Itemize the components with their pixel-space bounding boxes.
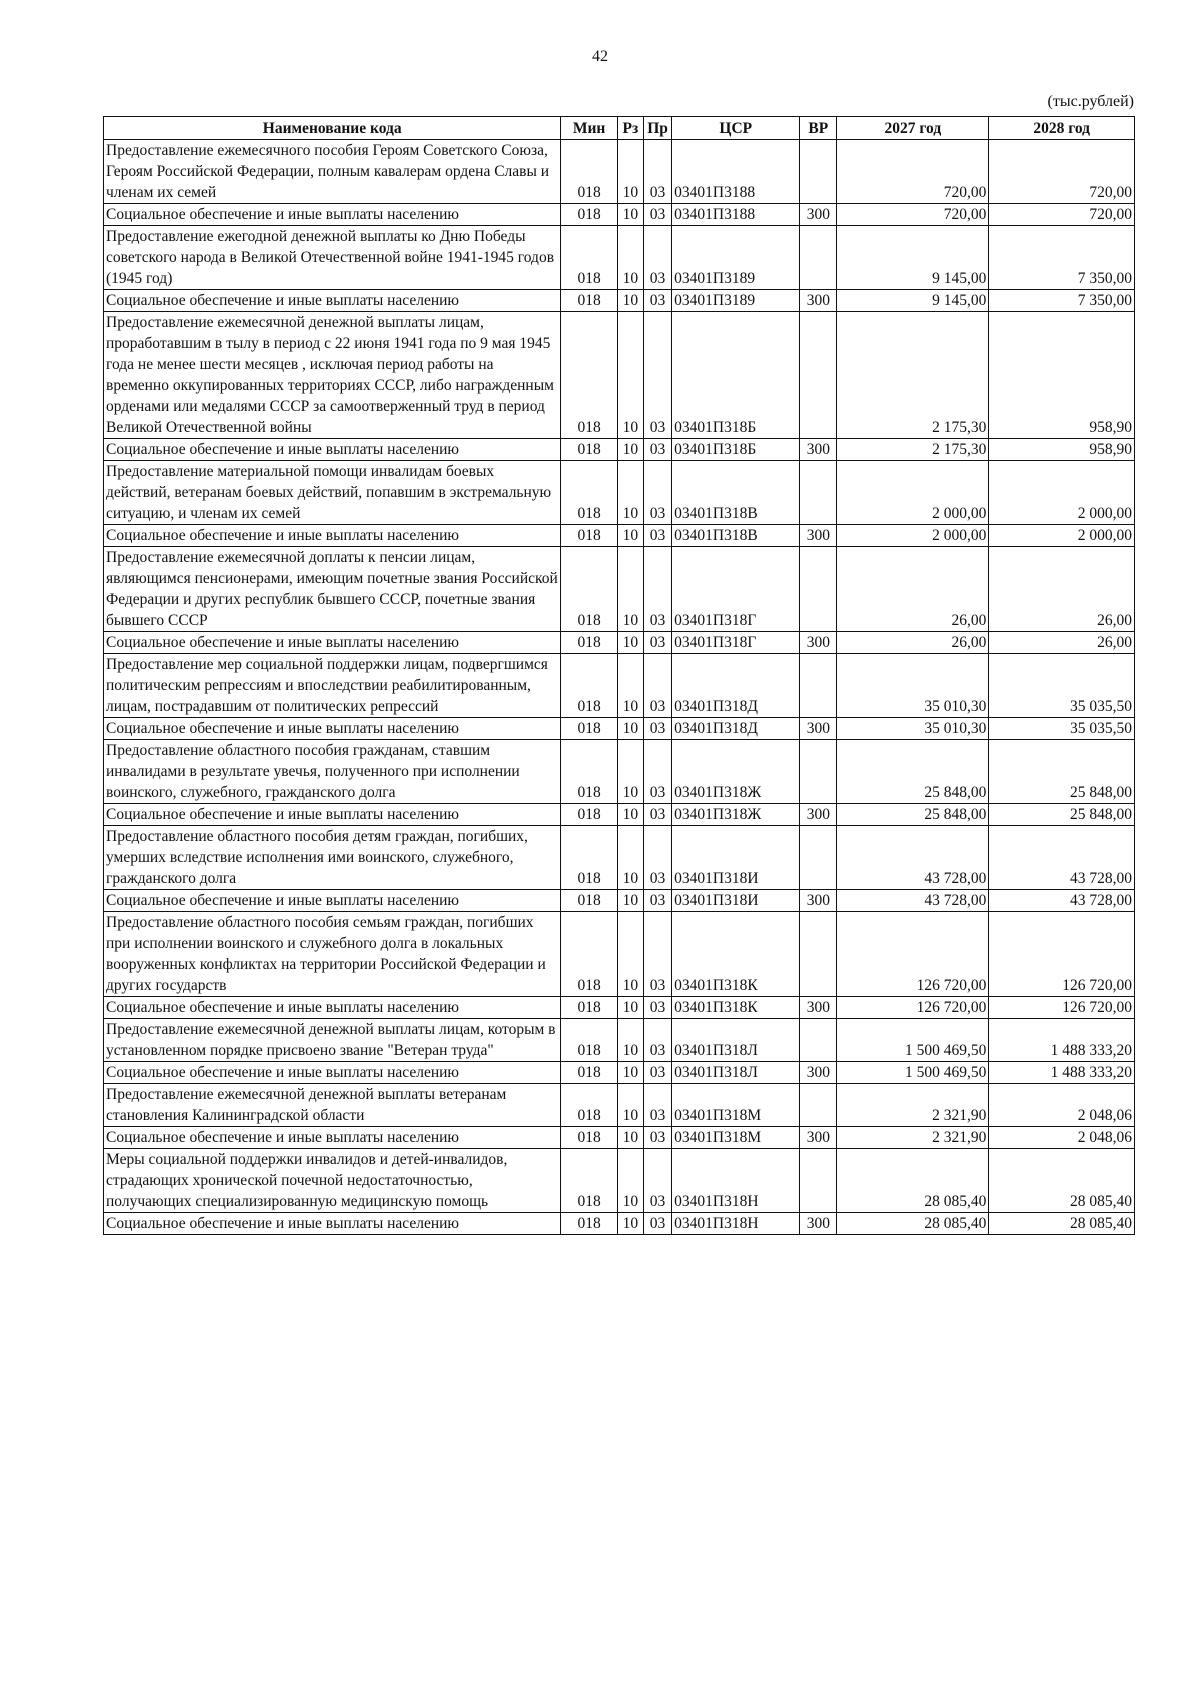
row-name: Социальное обеспечение и иные выплаты населению	[104, 290, 561, 312]
row-2027-value: 720,00	[837, 140, 989, 204]
row-pr: 03	[643, 890, 671, 912]
row-rz: 10	[617, 1213, 643, 1235]
row-2028-value: 35 035,50	[989, 718, 1135, 740]
table-row	[104, 1149, 1135, 1213]
row-rz: 10	[617, 740, 643, 804]
row-2028-value: 28 085,40	[989, 1149, 1135, 1213]
header-2027: 2027 год	[837, 117, 989, 140]
row-rz: 10	[617, 997, 643, 1019]
row-2028-value: 1 488 333,20	[989, 1019, 1135, 1062]
header-name: Наименование кода	[104, 117, 561, 140]
table-row	[104, 890, 1135, 912]
row-pr: 03	[643, 461, 671, 525]
row-name: Предоставление материальной помощи инвалидам боевых действий, ветеранам боевых действий, попавшим в экстремальную ситуацию, и членам их семей	[104, 461, 561, 525]
table-row	[104, 1127, 1135, 1149]
row-min: 018	[561, 140, 617, 204]
header-vr: ВР	[800, 117, 837, 140]
row-pr: 03	[643, 1084, 671, 1127]
row-csr: 03401П3188	[672, 140, 800, 204]
row-rz: 10	[617, 912, 643, 997]
row-csr: 03401П318Н	[672, 1213, 800, 1235]
table-row	[104, 204, 1135, 226]
row-min: 018	[561, 654, 617, 718]
units-label: (тыс.рублей)	[1047, 93, 1134, 110]
row-rz: 10	[617, 439, 643, 461]
row-pr: 03	[643, 140, 671, 204]
row-name: Социальное обеспечение и иные выплаты населению	[104, 439, 561, 461]
row-rz: 10	[617, 547, 643, 632]
row-2027-value: 720,00	[837, 204, 989, 226]
row-2028-value: 43 728,00	[989, 890, 1135, 912]
row-min: 018	[561, 1019, 617, 1062]
row-name: Социальное обеспечение и иные выплаты населению	[104, 1213, 561, 1235]
row-min: 018	[561, 1084, 617, 1127]
row-rz: 10	[617, 1019, 643, 1062]
row-2027-value: 9 145,00	[837, 290, 989, 312]
row-vr: 300	[800, 1213, 837, 1235]
row-2027-value: 2 321,90	[837, 1127, 989, 1149]
row-name: Предоставление ежемесячной доплаты к пенсии лицам, являющимся пенсионерами, имеющим почетные звания Российской Федерации и других республик бывшего СССР, почетные звания бывшего СССР	[104, 547, 561, 632]
row-pr: 03	[643, 1062, 671, 1084]
row-2027-value: 2 321,90	[837, 1084, 989, 1127]
table-row	[104, 826, 1135, 890]
row-name: Предоставление областного пособия детям граждан, погибших, умерших вследствие исполнения ими воинского, служебного, гражданского долга	[104, 826, 561, 890]
row-name: Социальное обеспечение и иные выплаты населению	[104, 632, 561, 654]
row-rz: 10	[617, 525, 643, 547]
row-vr	[800, 912, 837, 997]
row-2027-value: 28 085,40	[837, 1149, 989, 1213]
row-min: 018	[561, 912, 617, 997]
row-2027-value: 2 000,00	[837, 525, 989, 547]
row-pr: 03	[643, 204, 671, 226]
row-rz: 10	[617, 1127, 643, 1149]
row-2027-value: 2 000,00	[837, 461, 989, 525]
table-row	[104, 1019, 1135, 1062]
row-csr: 03401П3188	[672, 204, 800, 226]
row-min: 018	[561, 547, 617, 632]
row-2027-value: 1 500 469,50	[837, 1019, 989, 1062]
row-pr: 03	[643, 547, 671, 632]
row-vr	[800, 547, 837, 632]
row-csr: 03401П318Ж	[672, 804, 800, 826]
row-min: 018	[561, 312, 617, 439]
row-name: Социальное обеспечение и иные выплаты населению	[104, 890, 561, 912]
row-min: 018	[561, 226, 617, 290]
row-2027-value: 26,00	[837, 632, 989, 654]
row-vr	[800, 1149, 837, 1213]
row-2028-value: 35 035,50	[989, 654, 1135, 718]
row-name: Предоставление мер социальной поддержки лицам, подвергшимся политическим репрессиям и впоследствии реабилитированным, лицам, пострадавшим от политических репрессий	[104, 654, 561, 718]
row-2028-value: 28 085,40	[989, 1213, 1135, 1235]
row-min: 018	[561, 290, 617, 312]
row-csr: 03401П318Г	[672, 632, 800, 654]
row-min: 018	[561, 525, 617, 547]
table-row	[104, 718, 1135, 740]
row-rz: 10	[617, 890, 643, 912]
row-2027-value: 43 728,00	[837, 890, 989, 912]
row-2027-value: 126 720,00	[837, 912, 989, 997]
row-rz: 10	[617, 312, 643, 439]
row-name: Социальное обеспечение и иные выплаты населению	[104, 718, 561, 740]
row-vr: 300	[800, 290, 837, 312]
header-csr: ЦСР	[672, 117, 800, 140]
row-name: Социальное обеспечение и иные выплаты населению	[104, 997, 561, 1019]
row-vr: 300	[800, 525, 837, 547]
row-csr: 03401П3189	[672, 290, 800, 312]
row-vr: 300	[800, 997, 837, 1019]
row-pr: 03	[643, 1019, 671, 1062]
row-pr: 03	[643, 997, 671, 1019]
row-name: Социальное обеспечение и иные выплаты населению	[104, 204, 561, 226]
row-csr: 03401П318Д	[672, 654, 800, 718]
header-rz: Рз	[617, 117, 643, 140]
row-vr: 300	[800, 439, 837, 461]
row-2028-value: 2 000,00	[989, 461, 1135, 525]
row-min: 018	[561, 439, 617, 461]
row-2028-value: 2 000,00	[989, 525, 1135, 547]
row-rz: 10	[617, 718, 643, 740]
row-name: Социальное обеспечение и иные выплаты населению	[104, 1127, 561, 1149]
row-name: Предоставление ежемесячной денежной выплаты лицам, которым в установленном порядке присвоено звание "Ветеран труда"	[104, 1019, 561, 1062]
row-2028-value: 720,00	[989, 140, 1135, 204]
row-vr	[800, 226, 837, 290]
row-name: Социальное обеспечение и иные выплаты населению	[104, 804, 561, 826]
row-min: 018	[561, 632, 617, 654]
row-name: Меры социальной поддержки инвалидов и детей-инвалидов, страдающих хронической почечной недостаточностью, получающих специализированную медицинскую помощь	[104, 1149, 561, 1213]
row-pr: 03	[643, 804, 671, 826]
row-rz: 10	[617, 204, 643, 226]
table-row	[104, 1084, 1135, 1127]
table-row	[104, 1062, 1135, 1084]
row-csr: 03401П318М	[672, 1127, 800, 1149]
row-vr	[800, 826, 837, 890]
row-2028-value: 2 048,06	[989, 1127, 1135, 1149]
row-min: 018	[561, 826, 617, 890]
row-rz: 10	[617, 632, 643, 654]
row-rz: 10	[617, 804, 643, 826]
table-header-row	[104, 117, 1135, 140]
row-2028-value: 43 728,00	[989, 826, 1135, 890]
row-name: Предоставление областного пособия гражданам, ставшим инвалидами в результате увечья, полученного при исполнении воинского, служебного, гражданского долга	[104, 740, 561, 804]
row-csr: 03401П318М	[672, 1084, 800, 1127]
row-rz: 10	[617, 654, 643, 718]
row-rz: 10	[617, 1084, 643, 1127]
row-csr: 03401П318И	[672, 890, 800, 912]
row-csr: 03401П318Б	[672, 439, 800, 461]
row-min: 018	[561, 461, 617, 525]
row-pr: 03	[643, 439, 671, 461]
table-row	[104, 226, 1135, 290]
row-2027-value: 2 175,30	[837, 439, 989, 461]
row-csr: 03401П3189	[672, 226, 800, 290]
row-2027-value: 25 848,00	[837, 804, 989, 826]
table-row	[104, 461, 1135, 525]
row-min: 018	[561, 740, 617, 804]
row-min: 018	[561, 1062, 617, 1084]
row-name: Предоставление областного пособия семьям граждан, погибших при исполнении воинского и служебного долга в локальных вооруженных конфликтах на территории Российской Федерации и других государств	[104, 912, 561, 997]
row-rz: 10	[617, 461, 643, 525]
header-pr: Пр	[643, 117, 671, 140]
row-rz: 10	[617, 226, 643, 290]
row-pr: 03	[643, 1213, 671, 1235]
row-pr: 03	[643, 740, 671, 804]
row-csr: 03401П318Ж	[672, 740, 800, 804]
table-row	[104, 654, 1135, 718]
row-min: 018	[561, 890, 617, 912]
row-2028-value: 25 848,00	[989, 804, 1135, 826]
row-min: 018	[561, 804, 617, 826]
row-vr: 300	[800, 1062, 837, 1084]
row-vr: 300	[800, 1127, 837, 1149]
row-2027-value: 28 085,40	[837, 1213, 989, 1235]
row-name: Предоставление ежемесячной денежной выплаты ветеранам становления Калининградской области	[104, 1084, 561, 1127]
row-2027-value: 35 010,30	[837, 654, 989, 718]
row-2028-value: 720,00	[989, 204, 1135, 226]
row-rz: 10	[617, 1062, 643, 1084]
table-row	[104, 804, 1135, 826]
row-csr: 03401П318Г	[672, 547, 800, 632]
page-number: 42	[592, 48, 608, 65]
row-csr: 03401П318Н	[672, 1149, 800, 1213]
row-name: Предоставление ежемесячной денежной выплаты лицам, проработавшим в тылу в период с 22 июня 1941 года по 9 мая 1945 года не менее шести месяцев , исключая период работы на временно оккупированных территориях СССР, либо награжденным орденами или медалями СССР за самоотверженный труд в период Великой Отечественной войны	[104, 312, 561, 439]
table-row	[104, 140, 1135, 204]
row-vr	[800, 1019, 837, 1062]
row-2028-value: 126 720,00	[989, 912, 1135, 997]
row-vr: 300	[800, 890, 837, 912]
row-2027-value: 1 500 469,50	[837, 1062, 989, 1084]
row-pr: 03	[643, 632, 671, 654]
row-pr: 03	[643, 1149, 671, 1213]
row-2027-value: 35 010,30	[837, 718, 989, 740]
row-vr	[800, 140, 837, 204]
row-pr: 03	[643, 312, 671, 439]
row-min: 018	[561, 718, 617, 740]
row-2028-value: 1 488 333,20	[989, 1062, 1135, 1084]
row-2028-value: 126 720,00	[989, 997, 1135, 1019]
row-csr: 03401П318В	[672, 461, 800, 525]
table-row	[104, 547, 1135, 632]
row-pr: 03	[643, 525, 671, 547]
row-2028-value: 958,90	[989, 439, 1135, 461]
row-vr	[800, 461, 837, 525]
row-csr: 03401П318В	[672, 525, 800, 547]
row-pr: 03	[643, 654, 671, 718]
row-2027-value: 9 145,00	[837, 226, 989, 290]
row-vr: 300	[800, 632, 837, 654]
row-csr: 03401П318Д	[672, 718, 800, 740]
header-2028: 2028 год	[989, 117, 1135, 140]
row-min: 018	[561, 1127, 617, 1149]
table-body	[104, 140, 1135, 1235]
row-name: Предоставление ежемесячного пособия Героям Советского Союза, Героям Российской Федерации, полным кавалерам ордена Славы и членам их семей	[104, 140, 561, 204]
row-csr: 03401П318К	[672, 997, 800, 1019]
row-2027-value: 43 728,00	[837, 826, 989, 890]
row-pr: 03	[643, 290, 671, 312]
row-csr: 03401П318Б	[672, 312, 800, 439]
table-row	[104, 439, 1135, 461]
row-vr: 300	[800, 718, 837, 740]
row-2028-value: 7 350,00	[989, 290, 1135, 312]
row-2028-value: 2 048,06	[989, 1084, 1135, 1127]
row-vr	[800, 1084, 837, 1127]
row-name: Социальное обеспечение и иные выплаты населению	[104, 1062, 561, 1084]
row-2028-value: 26,00	[989, 632, 1135, 654]
row-min: 018	[561, 997, 617, 1019]
row-rz: 10	[617, 140, 643, 204]
row-min: 018	[561, 1213, 617, 1235]
row-2027-value: 26,00	[837, 547, 989, 632]
row-2027-value: 2 175,30	[837, 312, 989, 439]
row-csr: 03401П318И	[672, 826, 800, 890]
table-row	[104, 1213, 1135, 1235]
row-2028-value: 7 350,00	[989, 226, 1135, 290]
row-name: Предоставление ежегодной денежной выплаты ко Дню Победы советского народа в Великой Отечественной войне 1941-1945 годов (1945 год)	[104, 226, 561, 290]
table-row	[104, 525, 1135, 547]
row-csr: 03401П318Л	[672, 1062, 800, 1084]
row-csr: 03401П318К	[672, 912, 800, 997]
row-pr: 03	[643, 826, 671, 890]
row-vr	[800, 654, 837, 718]
table-row	[104, 740, 1135, 804]
row-2028-value: 26,00	[989, 547, 1135, 632]
table-row	[104, 632, 1135, 654]
row-vr	[800, 312, 837, 439]
row-rz: 10	[617, 1149, 643, 1213]
row-pr: 03	[643, 1127, 671, 1149]
row-2028-value: 958,90	[989, 312, 1135, 439]
row-2028-value: 25 848,00	[989, 740, 1135, 804]
row-pr: 03	[643, 718, 671, 740]
row-min: 018	[561, 204, 617, 226]
row-csr: 03401П318Л	[672, 1019, 800, 1062]
row-rz: 10	[617, 290, 643, 312]
row-pr: 03	[643, 912, 671, 997]
table-row	[104, 997, 1135, 1019]
row-2027-value: 25 848,00	[837, 740, 989, 804]
table-row	[104, 290, 1135, 312]
row-2027-value: 126 720,00	[837, 997, 989, 1019]
table-row	[104, 312, 1135, 439]
row-rz: 10	[617, 826, 643, 890]
table-row	[104, 912, 1135, 997]
row-vr: 300	[800, 204, 837, 226]
row-vr	[800, 740, 837, 804]
row-min: 018	[561, 1149, 617, 1213]
budget-table	[103, 116, 1135, 1235]
row-vr: 300	[800, 804, 837, 826]
header-min: Мин	[561, 117, 617, 140]
row-pr: 03	[643, 226, 671, 290]
row-name: Социальное обеспечение и иные выплаты населению	[104, 525, 561, 547]
